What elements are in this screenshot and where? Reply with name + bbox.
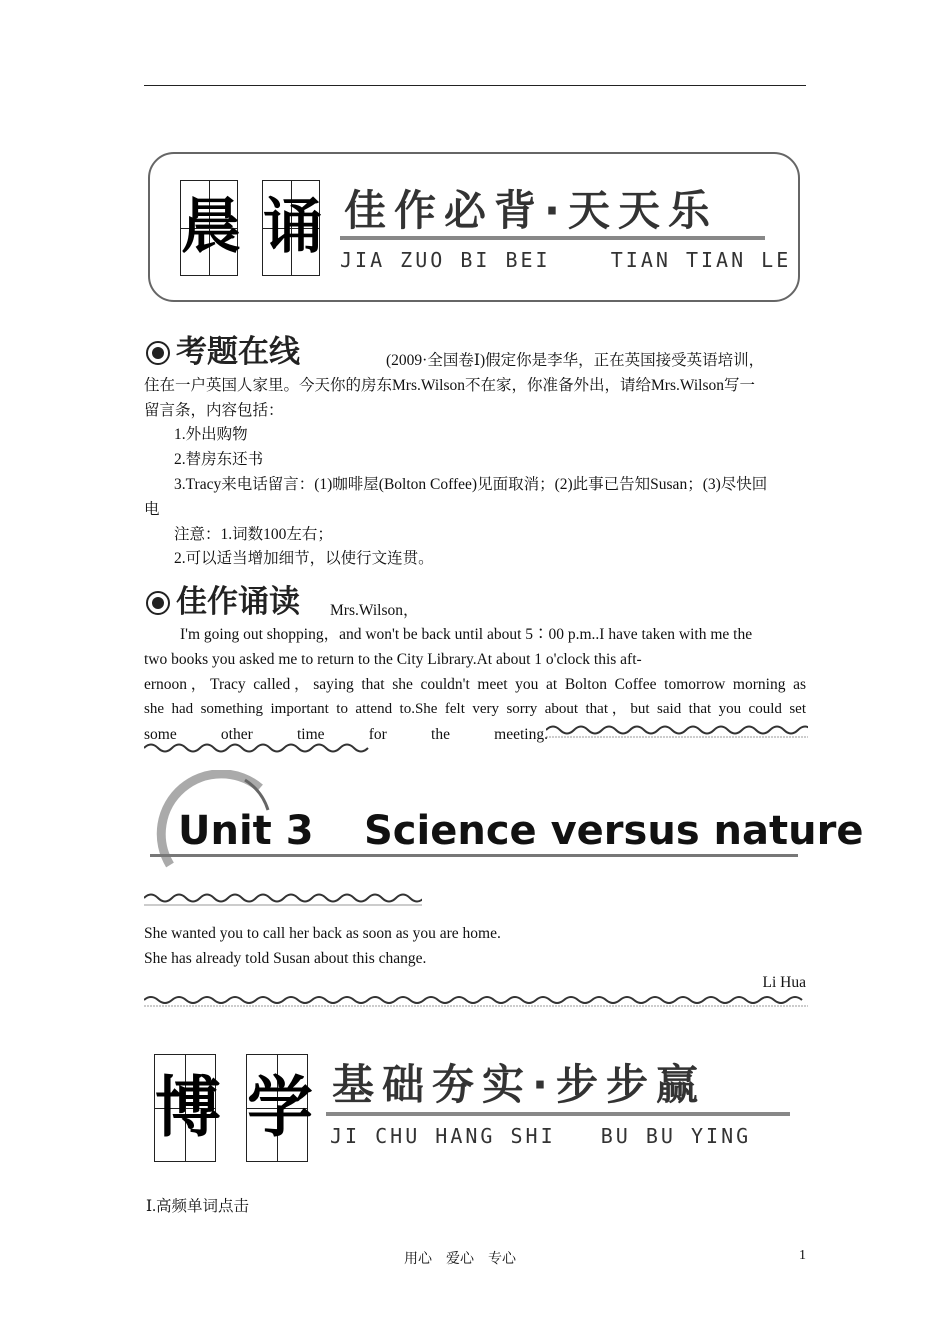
wavy-divider-1	[546, 722, 808, 742]
banner-char-2: 诵	[262, 180, 320, 276]
exam-line-2: 住在一户英国人家里。今天你的房东Mrs.Wilson不在家，你准备外出，请给Mrs.Wilson写一	[144, 377, 756, 394]
exam-item-3-cont: 电	[144, 501, 160, 518]
header-rule	[144, 85, 806, 86]
banner2-pinyin: JI CHU HANG SHI BU BU YING	[330, 1124, 752, 1148]
banner2-bar	[326, 1112, 790, 1116]
banner2-char-2: 学	[246, 1054, 308, 1162]
exam-item-3: 3.Tracy来电话留言：(1)咖啡屋(Bolton Coffee)见面取消；(2)此事已告知Susan；(3)尽快回	[174, 476, 768, 493]
exam-note-1: 注意：1.词数100左右；	[174, 526, 333, 543]
exam-heading-text: 考题在线	[176, 334, 300, 370]
wavy-divider-4	[144, 992, 808, 1010]
wavy-divider-3	[144, 890, 422, 910]
section-heading-exam	[146, 326, 300, 371]
banner-title: 佳作必背·天天乐	[344, 186, 718, 235]
letter-signature: Li Hua	[762, 974, 806, 991]
letter-after-line-2: She has already told Susan about this change.	[144, 950, 427, 967]
section-heading-reading	[146, 576, 300, 621]
letter-line-1: I'm going out shopping，and won't be back until about 5∶00 p.m..I have taken with me the	[180, 626, 753, 643]
footer-motto: 用心 爱心 专心	[404, 1252, 516, 1267]
exam-item-2: 2.替房东还书	[174, 451, 264, 468]
letter-salutation: Mrs.Wilson，	[330, 602, 419, 619]
banner2-char-1: 博	[154, 1054, 216, 1162]
bullet-circle-icon	[146, 341, 170, 365]
exam-line-1: (2009·全国卷Ⅰ)假定你是李华，正在英国接受英语培训，	[386, 352, 765, 369]
vocab-heading: Ⅰ.高频单词点击	[146, 1198, 249, 1215]
unit-title: Science versus nature	[364, 808, 864, 854]
wavy-divider-2	[144, 742, 376, 756]
letter-line-5: some other time for the meeting.	[144, 726, 548, 743]
banner-char-1: 晨	[180, 180, 238, 276]
page-number: 1	[799, 1248, 806, 1263]
bullet-circle-icon	[146, 591, 170, 615]
letter-after-line-1: She wanted you to call her back as soon as you are home.	[144, 925, 501, 942]
reading-heading-text: 佳作诵读	[176, 584, 300, 620]
banner2-title: 基础夯实·步步赢	[332, 1060, 706, 1109]
exam-note-2: 2.可以适当增加细节，以使行文连贯。	[174, 550, 434, 567]
banner-bar	[340, 236, 765, 240]
letter-line-2: two books you asked me to return to the City Library.At about 1 o'clock this aft-	[144, 651, 642, 668]
unit-number: Unit 3	[178, 808, 314, 854]
letter-line-3: ernoon，Tracy called，saying that she couldn't meet you at Bolton Coffee tomorrow morning as	[144, 676, 806, 693]
letter-line-4: she had something important to attend to.She felt very sorry about that，but said that you could set	[144, 701, 806, 717]
exam-line-3: 留言条，内容包括：	[144, 402, 284, 419]
banner-pinyin: JIA ZUO BI BEI TIAN TIAN LE	[340, 248, 792, 272]
exam-item-1: 1.外出购物	[174, 426, 248, 443]
